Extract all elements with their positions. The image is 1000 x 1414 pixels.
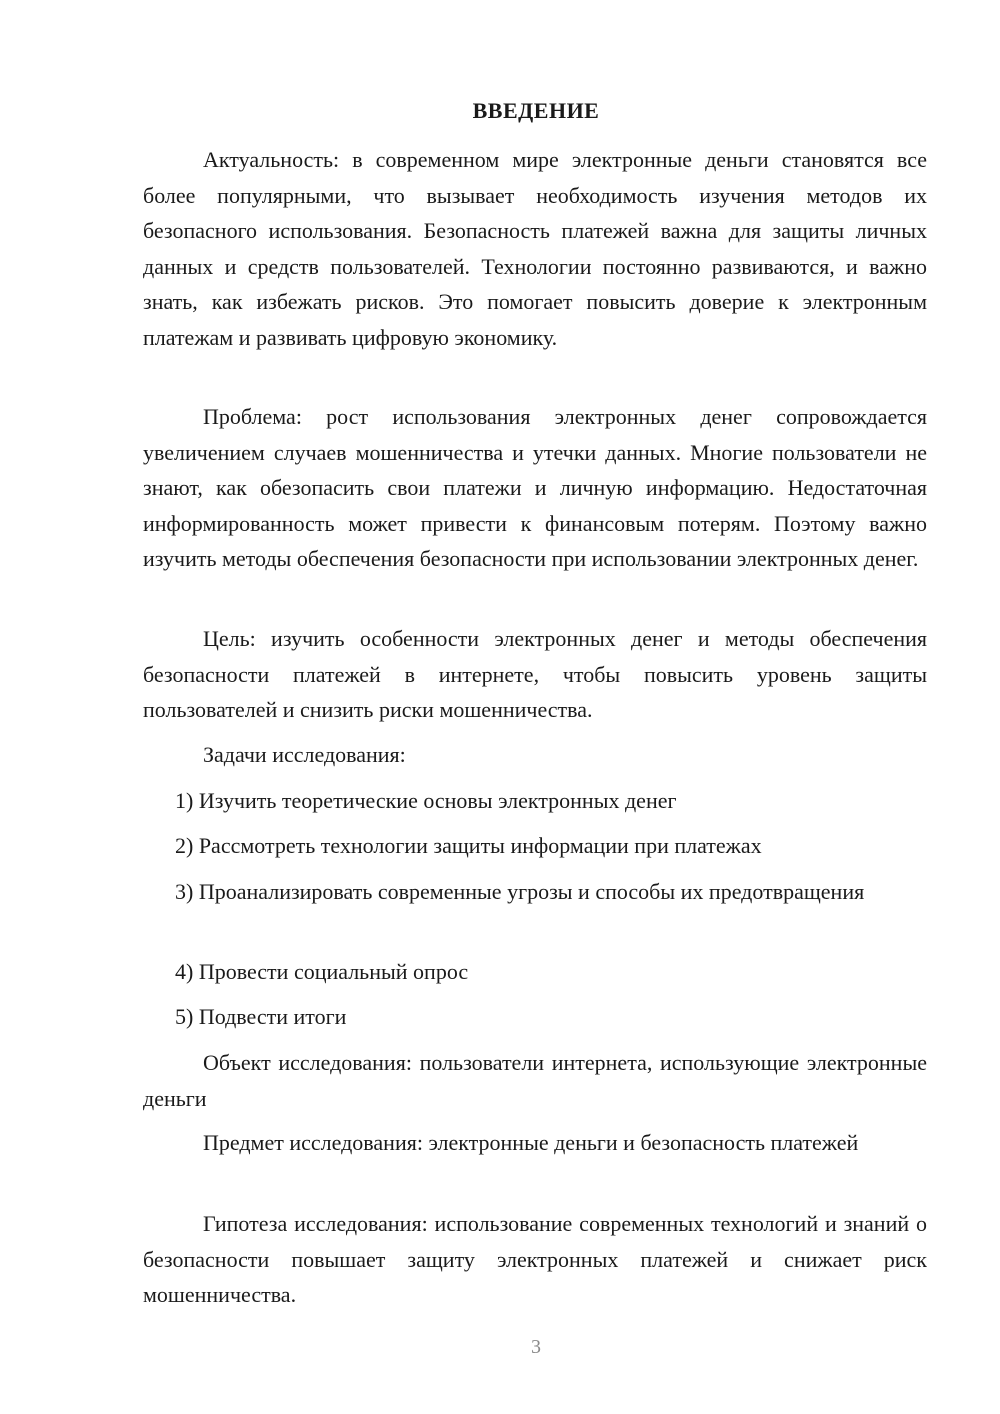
goal-paragraph: Цель: изучить особенности электронных денег и методы обеспечения безопасности платежей в интернете, чтобы повысить уровень защиты пользователей и снизить риски мошенничества. bbox=[143, 626, 927, 722]
task-item-3: 3) Проанализировать современные угрозы и способы их предотвращения bbox=[175, 879, 865, 904]
subject-paragraph: Предмет исследования: электронные деньги и безопасность платежей bbox=[203, 1130, 859, 1155]
page-title: ВВЕДЕНИЕ bbox=[472, 98, 600, 123]
problem-paragraph: Проблема: рост использования электронных денег сопровождается увеличением случаев мошенничества и утечки данных. Многие пользователи не знают, как обезопасить свои платежи и личную информацию. Недостаточная информированность может привести к финансовым потерям. Поэтому важно изучить методы обеспечения безопасности при использовании электронных денег. bbox=[143, 404, 927, 571]
task-item-2: 2) Рассмотреть технологии защиты информации при платежах bbox=[175, 833, 762, 858]
task-item-5: 5) Подвести итоги bbox=[175, 1004, 347, 1029]
task-item-4: 4) Провести социальный опрос bbox=[175, 959, 469, 984]
page-number: 3 bbox=[531, 1336, 541, 1358]
relevance-paragraph: Актуальность: в современном мире электронные деньги становятся все более популярными, что вызывает необходимость изучения методов их безопасного использования. Безопасность платежей важна для защиты личных данных и средств пользователей. Технологии постоянно развиваются, и важно знать, как избежать рисков. Это помогает повысить доверие к электронным платежам и развивать цифровую экономику. bbox=[143, 147, 927, 350]
task-item-1: 1) Изучить теоретические основы электронных денег bbox=[175, 788, 677, 813]
tasks-heading: Задачи исследования: bbox=[203, 742, 406, 767]
hypothesis-paragraph: Гипотеза исследования: использование современных технологий и знаний о безопасности повышает защиту электронных платежей и снижает риск мошенничества. bbox=[143, 1211, 927, 1307]
object-paragraph: Объект исследования: пользователи интернета, использующие электронные деньги bbox=[143, 1050, 927, 1111]
